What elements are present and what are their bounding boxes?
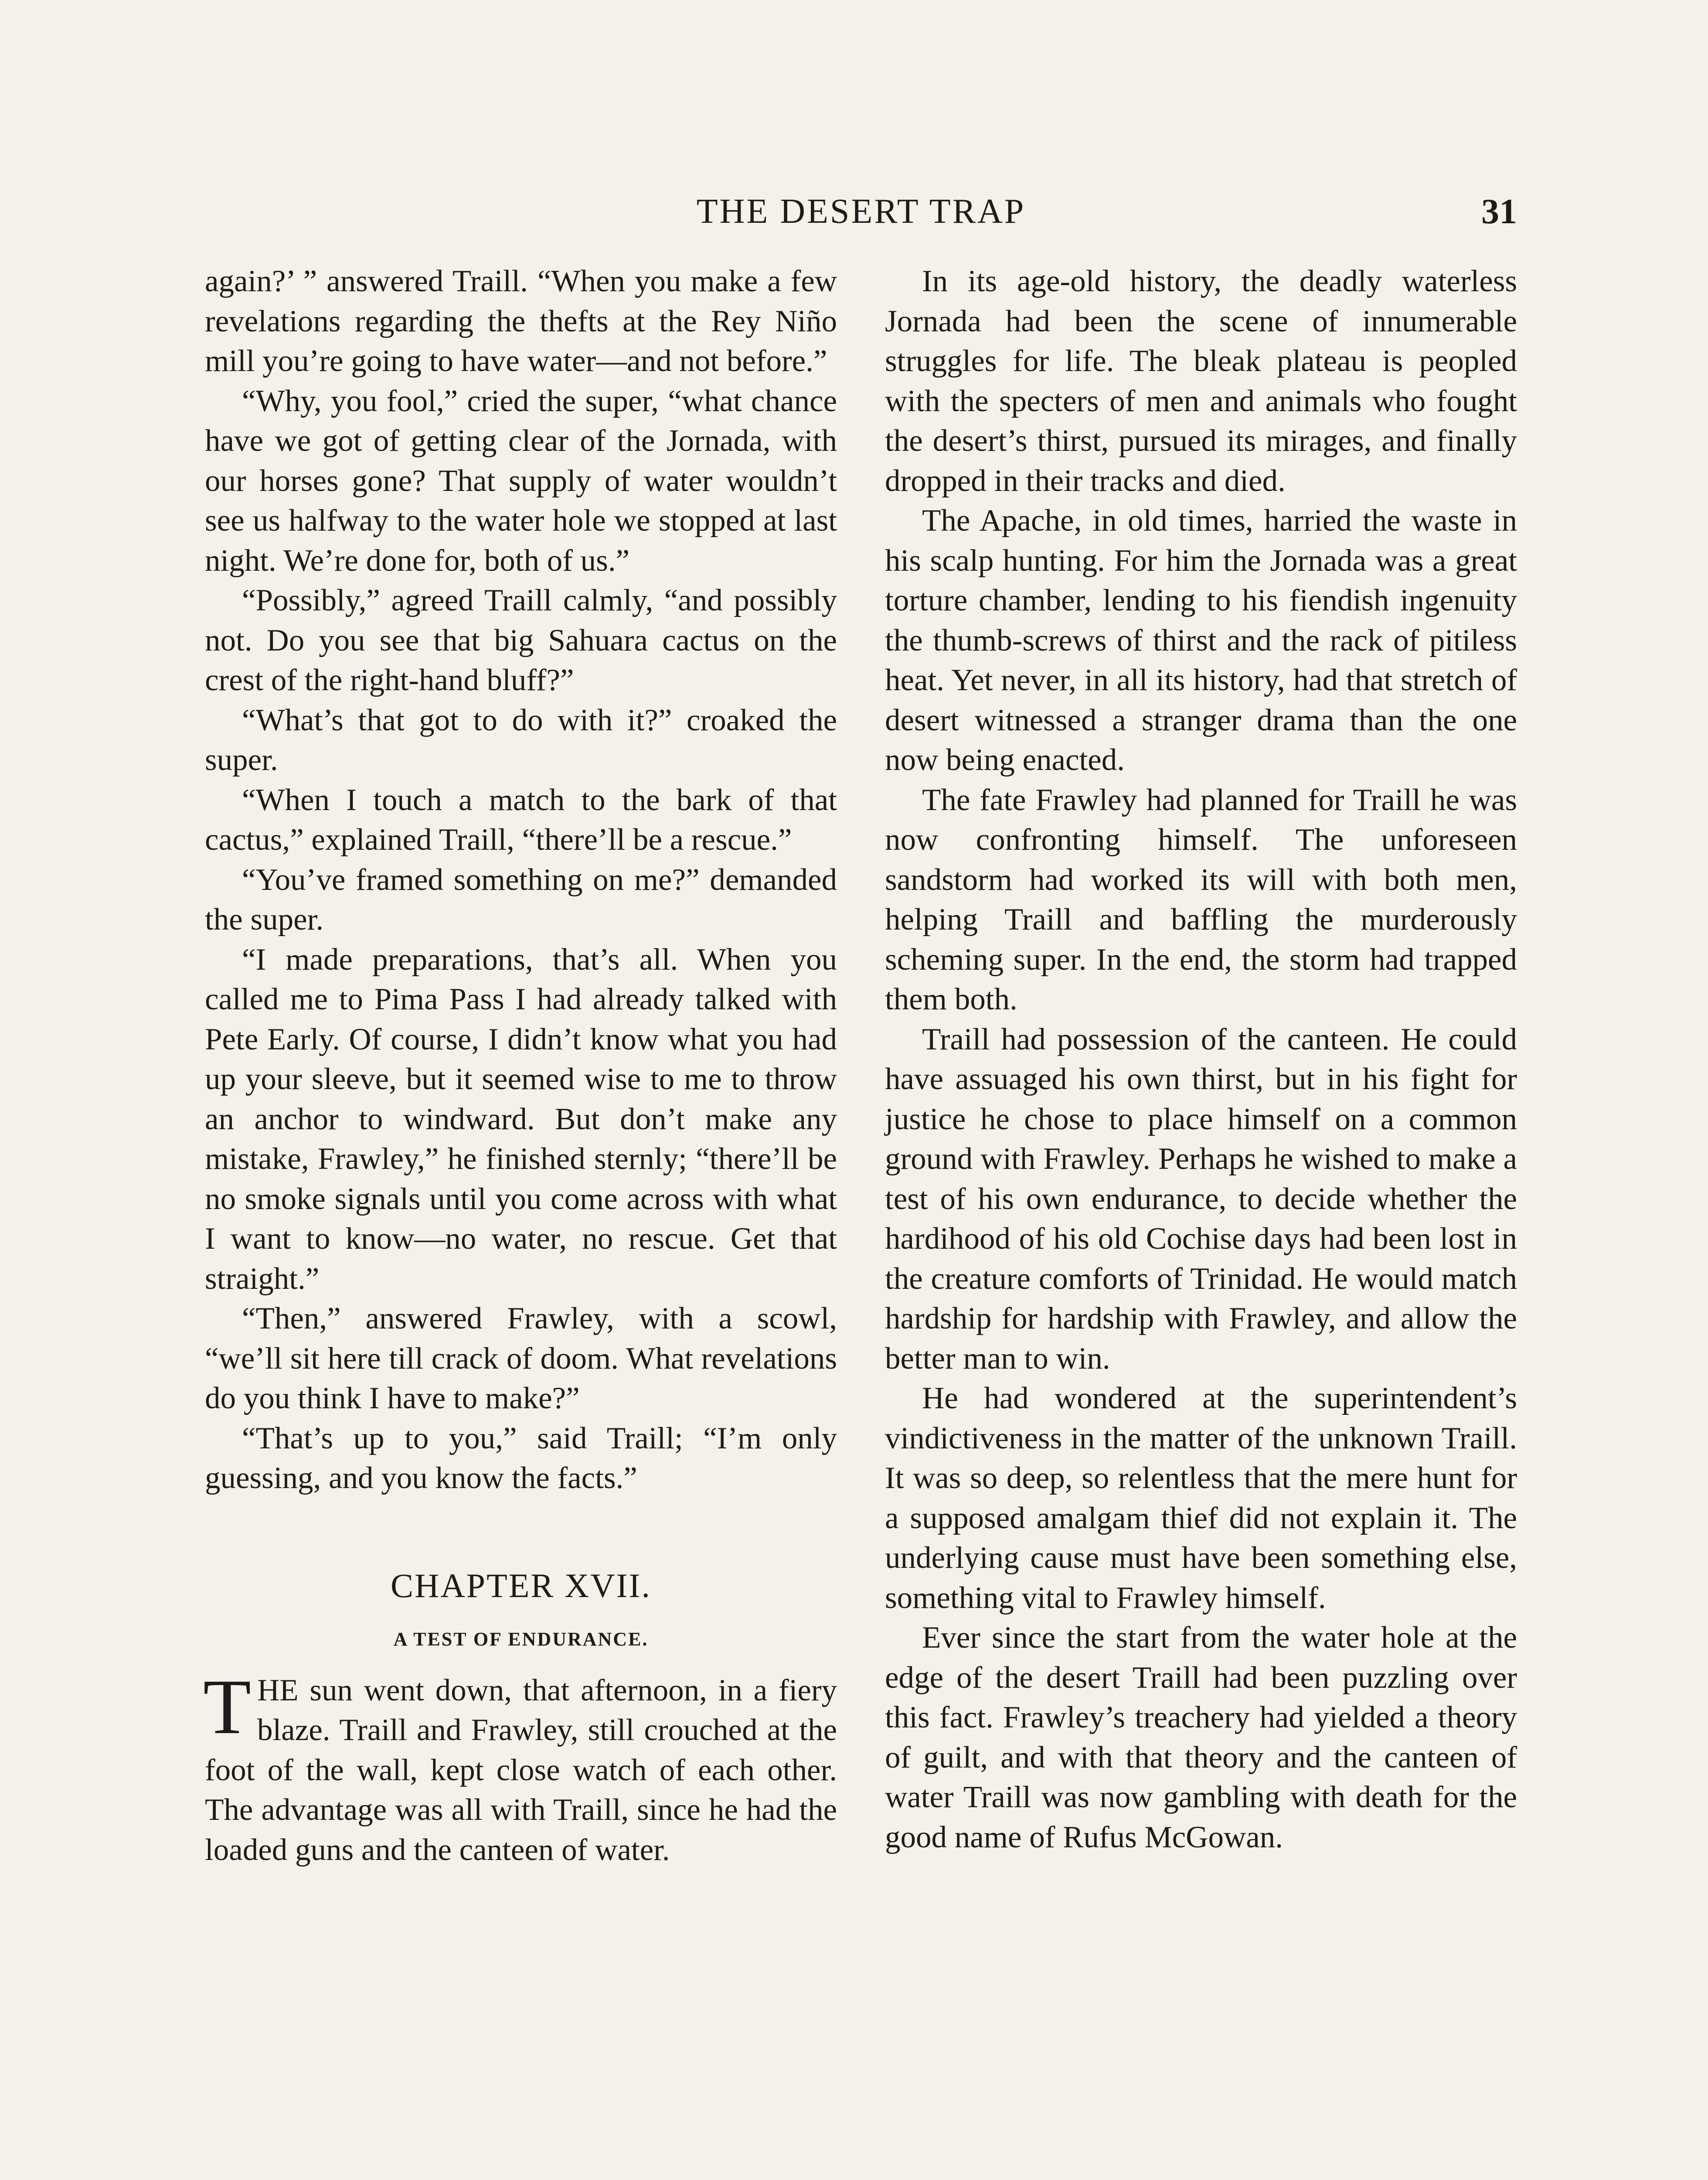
chapter-heading: CHAPTER XVII. — [391, 1566, 651, 1604]
chapter-opening-text: HE sun went down, that afternoon, in a fiery blaze. Traill and Frawley, still crouched at the foot of the wall, kept close watch of each other. The advantage was all with Traill, since he had the loaded guns and the canteen of water. — [205, 1673, 837, 1867]
paragraph: “I made preparations, that’s all. When you called me to Pima Pass I had already talked with Pete Early. Of course, I didn’t know what you had up your sleeve, but it seemed wise to me to throw an anchor to windward. But don’t make any mistake, Frawley,” he finished sternly; “there’ll be no smoke signals until you come across with what I want to know—no water, no rescue. Get that straight.” — [205, 942, 837, 1296]
right-column — [885, 262, 1517, 1857]
paragraph: Traill had possession of the canteen. He could have assuaged his own thirst, but in his fight for justice he chose to place himself on a common ground with Frawley. Perhaps he wished to make a test of his own endurance, to decide whether the hardihood of his old Cochise days had been lost in the creature comforts of Trinidad. He would match hardship for hardship with Frawley, and allow the better man to win. — [885, 1022, 1517, 1376]
paragraph: again?’ ” answered Traill. “When you make a few revelations regarding the thefts at the Rey Niño mill you’re going to have water—and not before.” — [205, 264, 837, 378]
chapter-opening-paragraph — [203, 1663, 837, 1870]
chapter-subtitle: A TEST OF ENDURANCE. — [393, 1628, 649, 1650]
paragraph: “Possibly,” agreed Traill calmly, “and possibly not. Do you see that big Sahuara cactus on the crest of the right-hand bluff?” — [205, 583, 837, 697]
paragraph: “What’s that got to do with it?” croaked the super. — [205, 703, 837, 777]
paragraph: “Why, you fool,” cried the super, “what chance have we got of getting clear of the Jornada, with our horses gone? That supply of water wouldn’t see us halfway to the water hole we stopped at last night. We’re done for, both of us.” — [205, 384, 837, 578]
paragraph: “That’s up to you,” said Traill; “I’m only guessing, and you know the facts.” — [205, 1421, 837, 1495]
page-number: 31 — [1481, 191, 1517, 231]
paragraph: Ever since the start from the water hole at the edge of the desert Traill had been puzzling over this fact. Frawley’s treachery had yielded a theory of guilt, and with that theory and the canteen of water Traill was now gambling with death for the good name of Rufus McGowan. — [885, 1621, 1517, 1854]
drop-cap: T — [203, 1663, 251, 1750]
paragraph: “Then,” answered Frawley, with a scowl, “we’ll sit here till crack of doom. What revelations do you think I have to make?” — [205, 1301, 837, 1415]
paragraph: “You’ve framed something on me?” demanded the super. — [205, 862, 837, 937]
running-title: THE DESERT TRAP — [696, 192, 1026, 231]
paragraph: The Apache, in old times, harried the waste in his scalp hunting. For him the Jornada was a great torture chamber, lending to his fiendish ingenuity the thumb-screws of thirst and the rack of pitiless heat. Yet never, in all its history, had that stretch of desert witnessed a stranger drama than the one now being enacted. — [885, 504, 1517, 777]
paragraph: The fate Frawley had planned for Traill he was now confronting himself. The unforeseen sandstorm had worked its will with both men, helping Traill and baffling the murderously scheming super. In the end, the storm had trapped them both. — [885, 783, 1517, 1016]
running-head — [205, 187, 1517, 235]
paragraph: “When I touch a match to the bark of that cactus,” explained Traill, “there’ll be a rescue.” — [205, 783, 837, 857]
paragraph: He had wondered at the superintendent’s vindictiveness in the matter of the unknown Traill. It was so deep, so relentless that the mere hunt for a supposed amalgam thief did not explain it. The underlying cause must have been something else, something vital to Frawley himself. — [885, 1381, 1517, 1615]
paragraph: In its age-old history, the deadly waterless Jornada had been the scene of innumerable struggles for life. The bleak plateau is peopled with the specters of men and animals who fought the desert’s thirst, pursued its mirages, and finally dropped in their tracks and died. — [885, 264, 1517, 498]
left-column — [205, 262, 837, 1870]
